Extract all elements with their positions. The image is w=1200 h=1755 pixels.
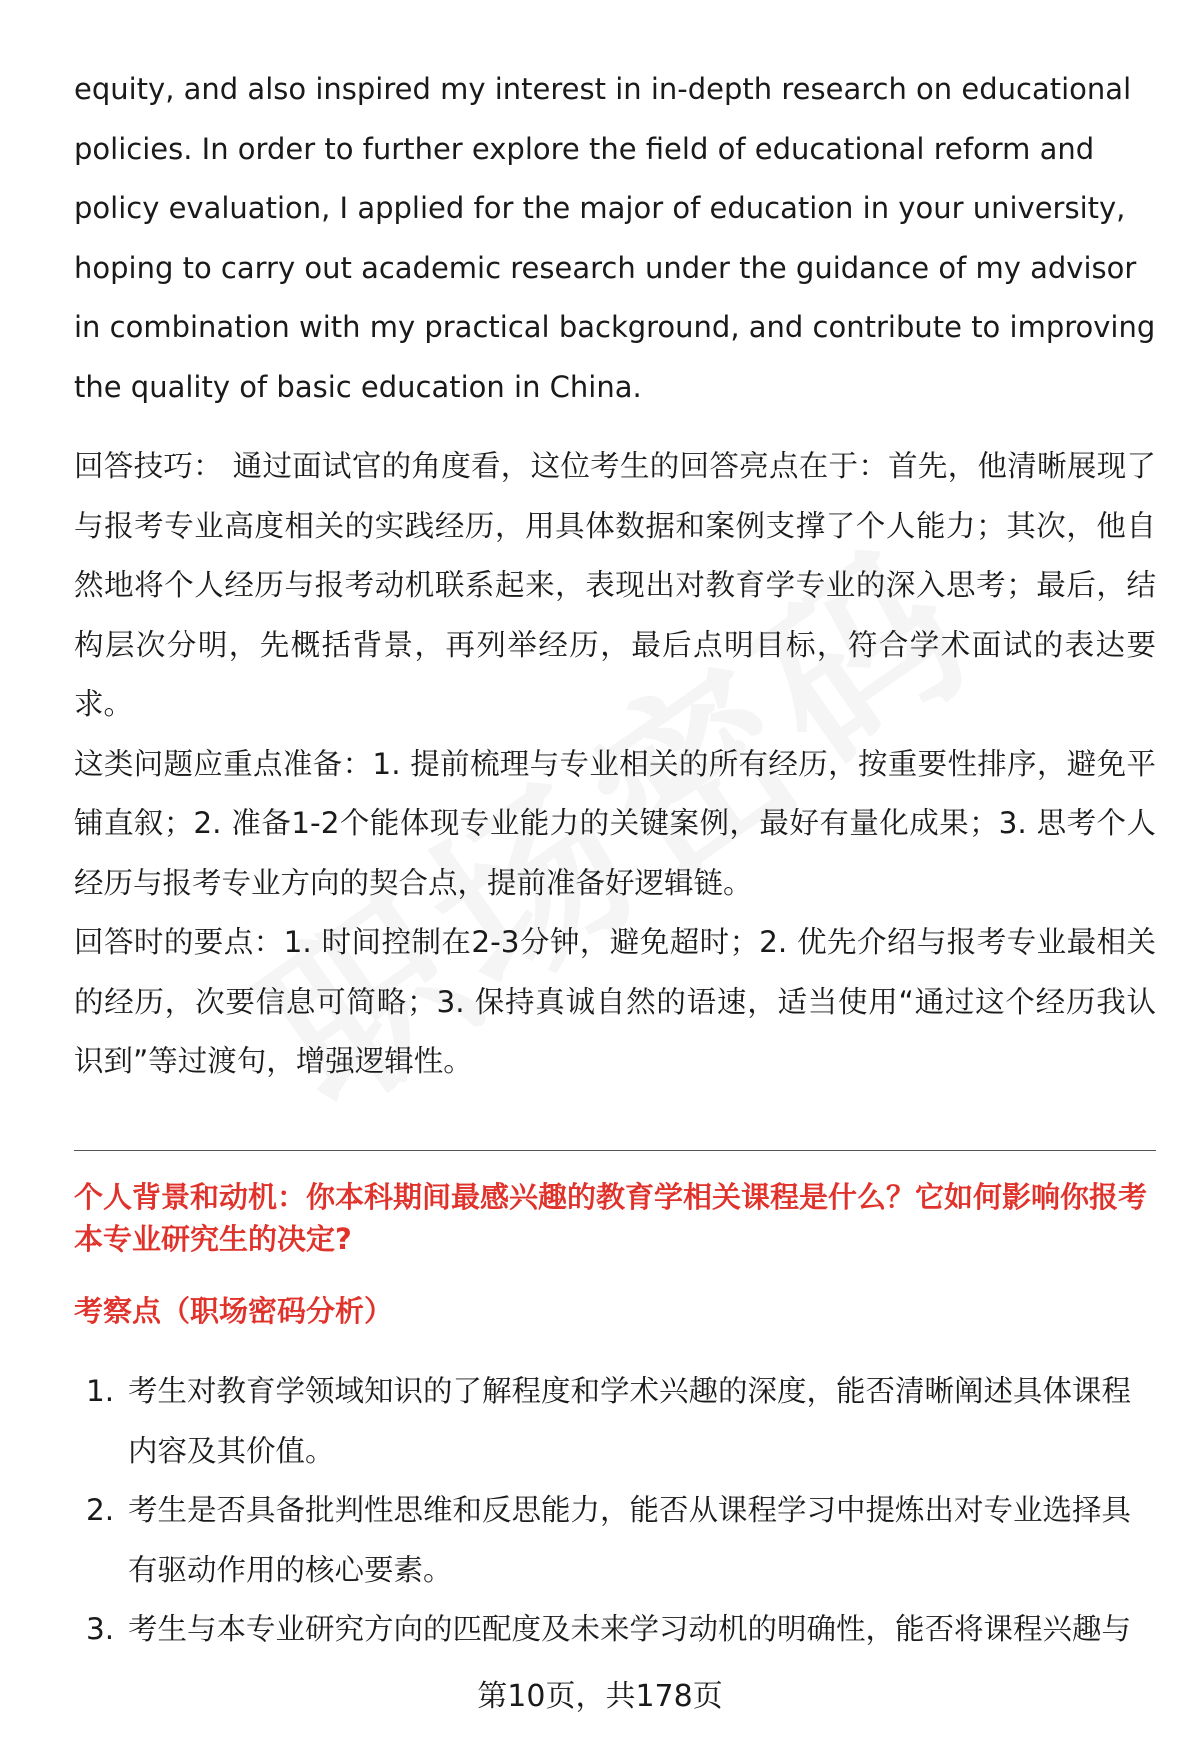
page-number-footer: 第10页，共178页 <box>477 1679 723 1714</box>
answer-tips-block <box>74 437 1156 1092</box>
assessment-point <box>74 1362 1156 1481</box>
point-number: 2. <box>86 1493 115 1527</box>
assessment-section-title: 考察点（职场密码分析） <box>74 1294 394 1328</box>
point-number: 1. <box>86 1374 115 1408</box>
question-heading: 个人背景和动机：你本科期间最感兴趣的教育学相关课程是什么？它如何影响你报考本专业研究生的决定? <box>74 1180 1148 1256</box>
assessment-point <box>74 1600 1156 1660</box>
preparation-paragraph: 这类问题应重点准备：1. 提前梳理与专业相关的所有经历，按重要性排序，避免平铺直叙；2. 准备1-2个能体现专业能力的关键案例，最好有量化成果；3. 思考个人经历与报考专业方向的契合点，提前准备好逻辑链。 <box>74 746 1156 900</box>
key-points-paragraph: 回答时的要点：1. 时间控制在2-3分钟，避免超时；2. 优先介绍与报考专业最相关的经历，次要信息可简略；3. 保持真诚自然的语速，适当使用“通过这个经历我认识到”等过渡句，增强逻辑性。 <box>74 925 1156 1078</box>
assessment-points-list <box>74 1362 1156 1660</box>
section-divider <box>74 1150 1156 1151</box>
point-number: 3. <box>86 1612 115 1646</box>
english-answer-paragraph: equity, and also inspired my interest in in-depth research on educational policies. In order to further explore the field of educational reform and policy evaluation, I applied for the major of education in your university, hoping to carry out academic research under the guidance of my advisor in combination with my practical background, and contribute to improving the quality of basic education in China. <box>74 72 1156 404</box>
point-text: 考生对教育学领域知识的了解程度和学术兴趣的深度，能否清晰阐述具体课程内容及其价值。 <box>128 1374 1132 1468</box>
assessment-point <box>74 1481 1156 1600</box>
answer-content <box>74 60 1156 1092</box>
tips-paragraph: 回答技巧： 通过面试官的角度看，这位考生的回答亮点在于：首先，他清晰展现了与报考专业高度相关的实践经历，用具体数据和案例支撑了个人能力；其次，他自然地将个人经历与报考动机联系起来，表现出对教育学专业的深入思考；最后，结构层次分明，先概括背景，再列举经历，最后点明目标，符合学术面试的表达要求。 <box>74 449 1156 721</box>
point-text: 考生与本专业研究方向的匹配度及未来学习动机的明确性，能否将课程兴趣与 <box>128 1612 1132 1646</box>
point-text: 考生是否具备批判性思维和反思能力，能否从课程学习中提炼出对专业选择具有驱动作用的核心要素。 <box>128 1493 1132 1587</box>
